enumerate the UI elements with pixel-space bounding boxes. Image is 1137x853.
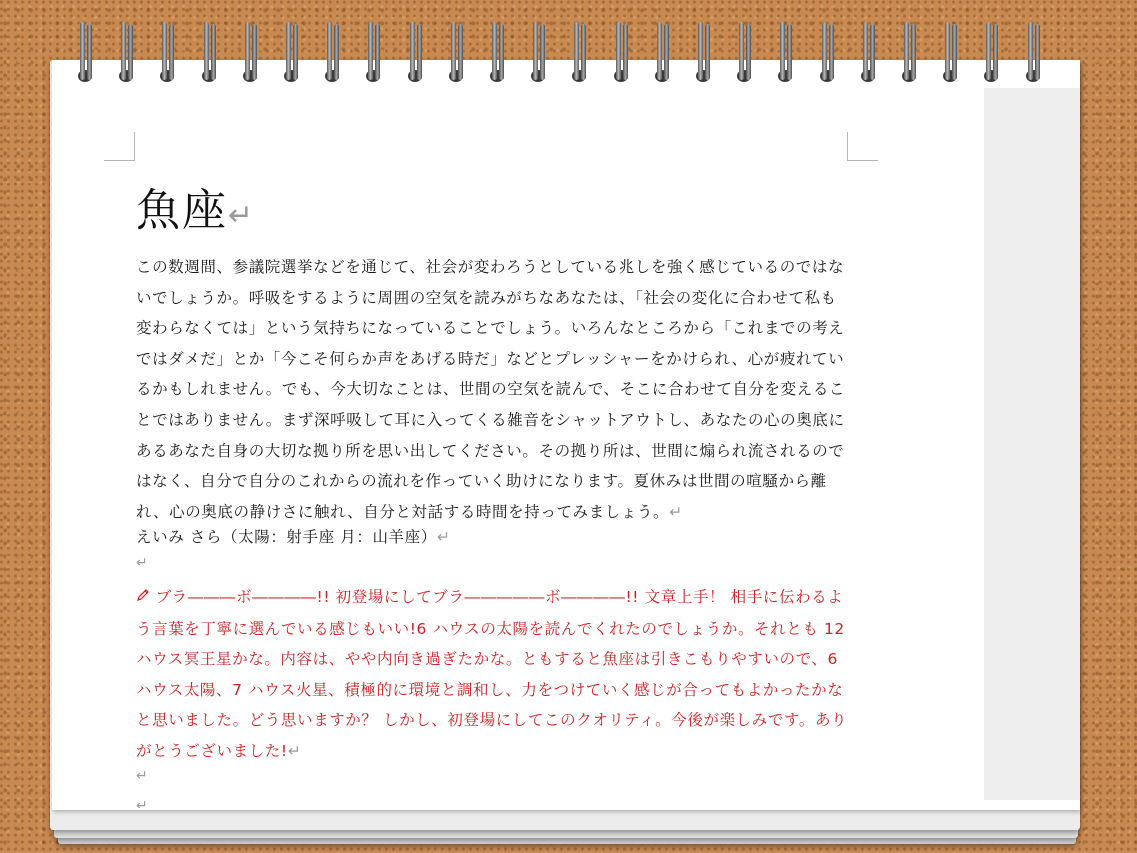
margin-corner-mark-left	[104, 132, 135, 161]
binding-ring	[527, 18, 551, 90]
spiral-binding	[60, 18, 1070, 93]
binding-ring	[198, 18, 222, 90]
binding-ring	[1022, 18, 1046, 90]
empty-paragraph-mark: ↵	[136, 768, 148, 784]
pencil-icon	[136, 590, 150, 606]
binding-ring	[321, 18, 345, 90]
page-margin-area	[984, 88, 1080, 800]
document-title	[136, 174, 255, 238]
binding-ring	[486, 18, 510, 90]
binding-ring	[898, 18, 922, 90]
binding-ring	[280, 18, 304, 90]
binding-ring	[857, 18, 881, 90]
binding-ring	[445, 18, 469, 90]
binding-ring	[733, 18, 757, 90]
binding-ring	[115, 18, 139, 90]
empty-paragraph-mark: ↵	[136, 555, 148, 571]
binding-ring	[816, 18, 840, 90]
binding-ring	[568, 18, 592, 90]
paragraph-mark: ↵	[228, 198, 256, 233]
binding-ring	[939, 18, 963, 90]
title-text: 魚座	[136, 185, 228, 236]
comment-text: ブラ―――ボ――――!! 初登場にしてブラ―――――ボ――――!! 文章上手！ 相手に伝わるよう言葉を丁寧に選んでいる感じもいい!6 ハウスの太陽を読んでくれたのでしょうか。それとも 12 ハウス冥王星かな。内容は、やや内向き過ぎたかな。ともすると魚座は引きこもりやすいので、6 ハウス太陽、7 ハウス火星、積極的に環境と調和し、力をつけていく感じが合ってもよかったかなと思いました。どう思いますか？ しかし、初登場にしてこのクオリティ。今後が楽しみです。ありがとうございました!	[136, 588, 848, 760]
author-text: えいみ さら（太陽：射手座 月：山羊座）	[136, 528, 437, 546]
binding-ring	[980, 18, 1004, 90]
empty-paragraph-mark: ↵	[136, 798, 148, 808]
body-text: この数週間、参議院選挙などを通じて、社会が変わろうとしている兆しを強く感じているのではないでしょうか。呼吸をするように周囲の空気を読みがちなあなたは、「社会の変化に合わせて私も変わらなくては」という気持ちになっていることでしょう。いろんなところから「これまでの考えではダメだ」とか「今こそ何らか声をあげる時だ」などとプレッシャーをかけられ、心が疲れているかもしれません。でも、今大切なことは、世間の空気を読んで、そこに合わせて自分を変えることではありません。まず深呼吸して耳に入ってくる雑音をシャットアウトし、あなたの心の奥底にあるあなた自身の大切な拠り所を思い出してください。その拠り所は、世間に煽られ流されるのではなく、自分で自分のこれからの流れを作っていく助けになります。夏休みは世間の喧騒から離れ、心の奥底の静けさに触れ、自分と対話する時間を持ってみましょう。	[136, 258, 846, 521]
binding-ring	[239, 18, 263, 90]
binding-ring	[692, 18, 716, 90]
paragraph-mark: ↵	[436, 528, 451, 546]
binding-ring	[156, 18, 180, 90]
binding-ring	[651, 18, 675, 90]
binding-ring	[74, 18, 98, 90]
comment-paragraph	[136, 582, 852, 767]
binding-ring	[610, 18, 634, 90]
body-paragraph	[136, 252, 852, 527]
paragraph-mark: ↵	[287, 741, 302, 760]
author-line	[136, 522, 450, 552]
binding-ring	[404, 18, 428, 90]
binding-ring	[362, 18, 386, 90]
binding-ring	[774, 18, 798, 90]
margin-corner-mark-right	[847, 132, 878, 161]
paragraph-mark: ↵	[669, 502, 683, 521]
